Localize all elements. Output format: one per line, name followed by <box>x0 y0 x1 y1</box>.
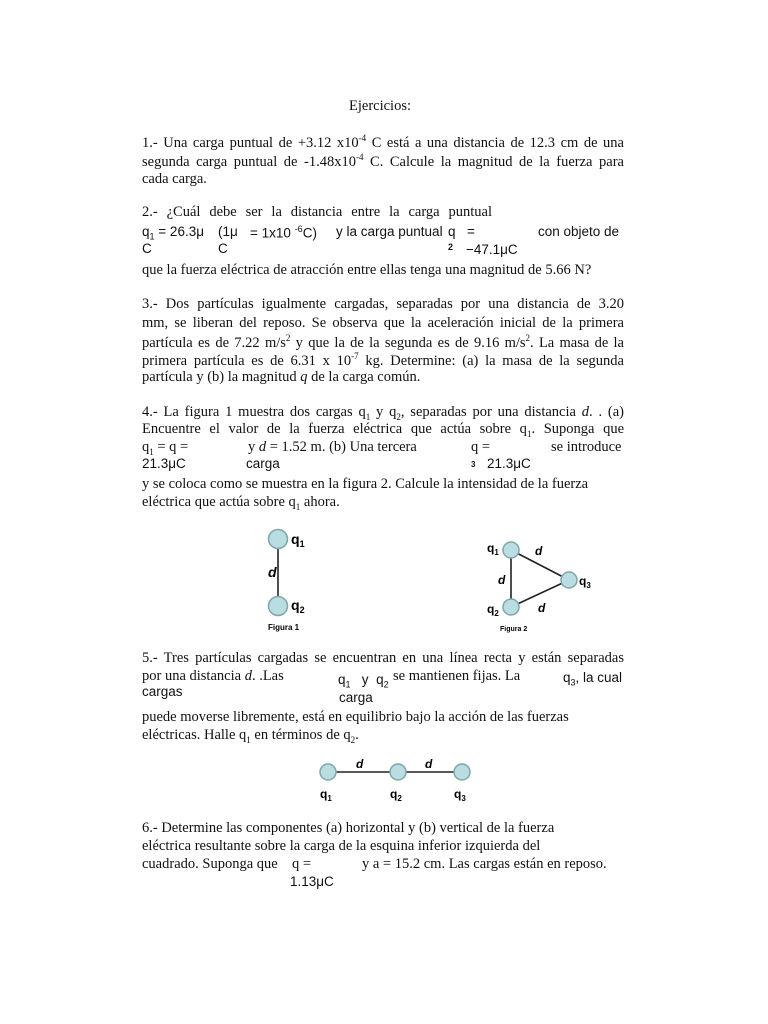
charge-q1 <box>269 530 288 549</box>
label-d: d <box>268 564 277 580</box>
charge-q2 <box>390 764 406 780</box>
figure-3 <box>312 756 482 806</box>
svg-text:d: d <box>356 757 364 771</box>
figure-1-caption: Figura 1 <box>268 623 300 632</box>
page-title: Ejercicios: <box>349 98 412 114</box>
charge-q2 <box>269 597 288 616</box>
charge-q1 <box>503 542 519 558</box>
svg-text:q1: $q_1$ <box>320 787 332 803</box>
figure-1 <box>262 528 322 638</box>
label-q2: $q_2$ <box>291 597 305 615</box>
svg-text:q2: $q_2$ <box>487 602 499 618</box>
svg-text:d: d <box>538 601 546 615</box>
label-q1: $q_1$ <box>291 531 305 549</box>
charge-q3 <box>454 764 470 780</box>
figure-2 <box>486 538 596 638</box>
charge-q1 <box>320 764 336 780</box>
charge-q3 <box>561 572 577 588</box>
svg-text:q3: $q_3$ <box>579 574 591 590</box>
figure-2-caption: Figura 2 <box>500 626 528 633</box>
svg-text:q1: $q_1$ <box>487 541 499 557</box>
charge-q2 <box>503 599 519 615</box>
svg-text:q2: $q_2$ <box>390 787 402 803</box>
svg-text:d: d <box>425 757 433 771</box>
svg-text:d: d <box>498 573 506 587</box>
svg-text:d: d <box>535 544 543 558</box>
svg-text:q3: $q_3$ <box>454 787 466 803</box>
